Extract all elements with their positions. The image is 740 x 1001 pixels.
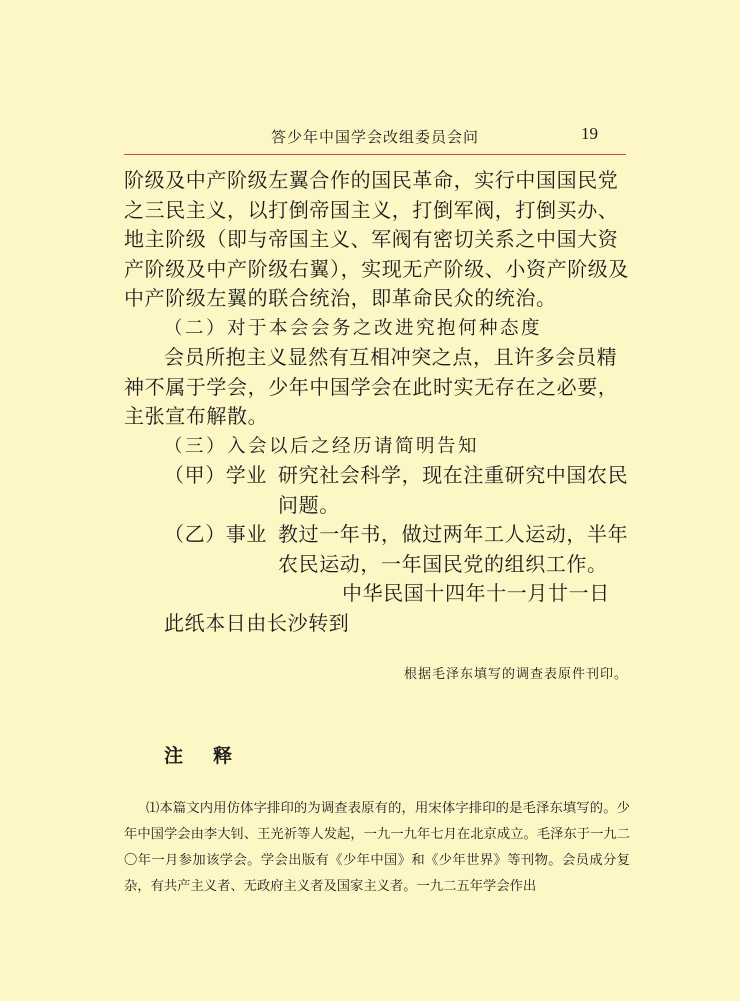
- main-text: [124, 166, 634, 638]
- question-2: （二）对于本会会务之改进究抱何种态度: [164, 317, 543, 339]
- paragraph-2: 会员所抱主义显然有互相冲突之点，且许多会员精神不属于学会，少年中国学会在此时实无存在之必要，主张宣布解散。: [124, 345, 619, 428]
- running-header: [124, 124, 626, 155]
- page-number: 19: [581, 124, 598, 143]
- date-line: 中华民国十四年十一月廿一日: [342, 581, 610, 605]
- header-title: 答少年中国学会改组委员会问: [270, 128, 479, 146]
- notes-section: [124, 796, 630, 900]
- notes-heading: 注释: [164, 745, 263, 767]
- item-career: [124, 520, 634, 579]
- item-study: [124, 461, 634, 520]
- paragraph-1: 阶级及中产阶级左翼合作的国民革命，实行中国国民党之三民主义，以打倒帝国主义，打倒军阀，打倒买办、地主阶级（即与帝国主义、军阀有密切关系之中国大资产阶级及中产阶级右翼），实现无产阶级、小资产阶级及中产阶级左翼的联合统治，即革命民众的统治。: [124, 168, 629, 310]
- item-career-label: （乙）事业: [164, 522, 267, 546]
- note-1: ⑴本篇文内用仿体字排印的为调查表原有的，用宋体字排印的是毛泽东填写的。少年中国学会由李大钊、王光祈等人发起，一九一九年七月在北京成立。毛泽东于一九二〇年一月参加该学会。学会出版有《少年中国》和《少年世界》等刊物。会员成分复杂，有共产主义者、无政府主义者及国家主义者。一九二五年学会作出: [124, 801, 630, 894]
- item-study-label: （甲）学业: [164, 463, 267, 487]
- question-3: （三）入会以后之经历请简明告知: [164, 435, 480, 457]
- closing-line: 此纸本日由长沙转到: [164, 610, 350, 635]
- source-note: 根据毛泽东填写的调查表原件刊印。: [403, 667, 628, 682]
- item-career-text: 教过一年书，做过两年工人运动，半年农民运动，一年国民党的组织工作。: [278, 522, 629, 576]
- item-study-text: 研究社会科学，现在注重研究中国农民问题。: [278, 463, 629, 517]
